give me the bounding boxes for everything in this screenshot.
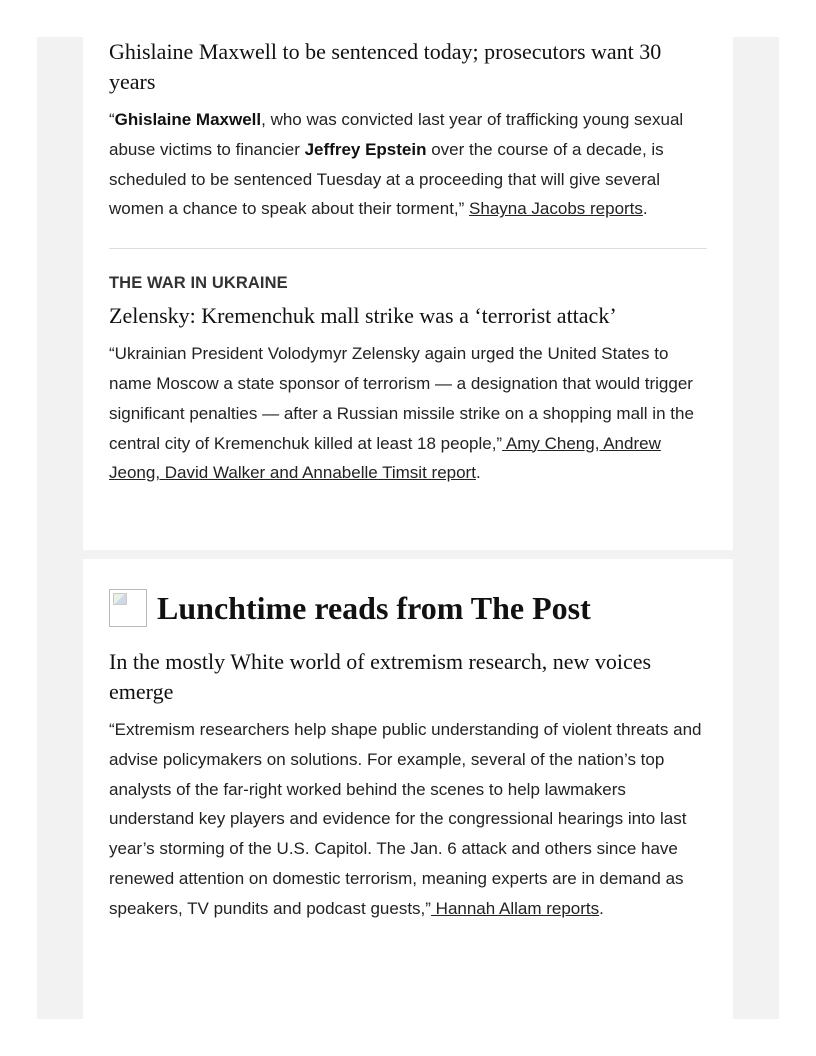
story-summary (109, 105, 707, 224)
summary-end: . (642, 199, 648, 219)
broken-image-icon (109, 589, 147, 627)
story-headline: Zelensky: Kremenchuk mall strike was a ‘terrorist attack’ (109, 303, 617, 329)
news-card (83, 559, 733, 1019)
section-title: Lunchtime reads from The Post (157, 590, 591, 626)
author-link[interactable]: Hannah Allam reports (430, 898, 600, 918)
summary-text: “Extremism researchers help shape public understanding of violent threats and advise policymakers on solutions. For example, several of the nation’s top analysts of the far-right worked behind the scenes to help lawmakers understand key players and evidence for the congressional hearings into last year’s storming of the U.S. Capitol. The Jan. 6 attack and others since have renewed attention on domestic terrorism, meaning experts are in demand as speakers, TV pundits and podcast guests,” (109, 720, 702, 918)
person-name: Ghislaine Maxwell (114, 110, 262, 129)
summary-end: . (599, 898, 604, 918)
summary-text: over the course of a decade, is scheduled to be sentenced Tuesday at a proceeding that will give several women a chance to speak about their torment,” (109, 139, 664, 219)
summary-text: , who was convicted last year of trafficking young sexual abuse victims to financier (109, 110, 684, 159)
divider (109, 248, 707, 249)
author-link[interactable]: Amy Cheng, Andrew Jeong, David Walker and Annabelle Timsit report (109, 433, 661, 483)
story-headline: In the mostly White world of extremism research, new voices emerge (109, 649, 652, 704)
story-headline: Ghislaine Maxwell to be sentenced today; prosecutors want 30 years (109, 39, 662, 94)
author-link[interactable]: Shayna Jacobs reports (469, 199, 643, 219)
person-name: Jeffrey Epstein (304, 139, 427, 159)
section-kicker: THE WAR IN UKRAINE (109, 274, 288, 293)
section-header (109, 589, 707, 627)
summary-end: . (475, 463, 481, 483)
quote-mark: “ (109, 110, 115, 129)
story-summary (109, 339, 707, 488)
summary-text: “Ukrainian President Volodymyr Zelensky again urged the United States to name Moscow a state sponsor of terrorism — a designation that would trigger significant penalties — after a Russian missile strike on a shopping mall in the central city of Kremenchuk killed at least 18 people,” (109, 344, 694, 453)
news-card (83, 37, 733, 550)
story-summary (109, 715, 707, 924)
